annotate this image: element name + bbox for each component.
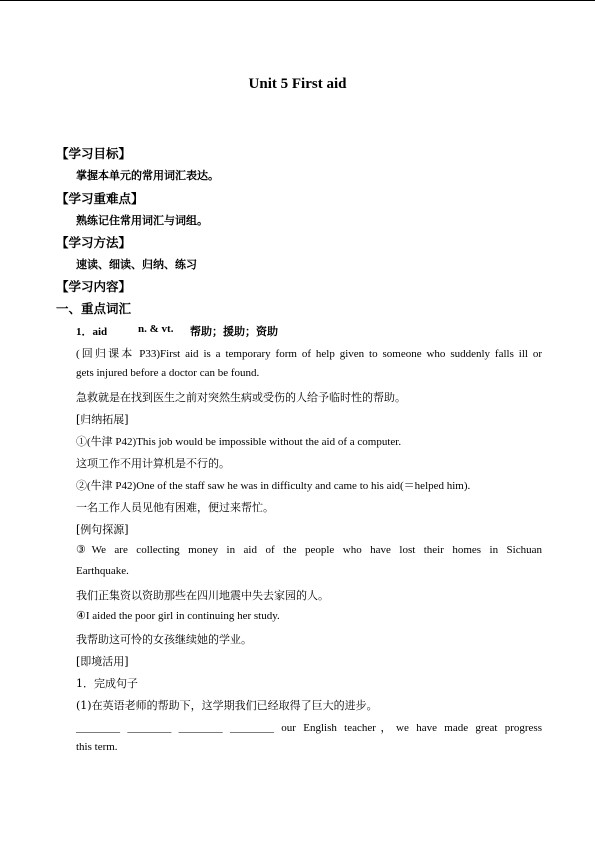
label-summary-extension: [归纳拓展] (76, 413, 129, 426)
textbook-sentence-line-2: gets injured before a doctor can be found. (76, 367, 260, 379)
heading-goals: 【学习目标】 (56, 146, 132, 161)
page-title: Unit 5 First aid (248, 76, 347, 92)
part-one-heading: 一、重点词汇 (56, 301, 132, 316)
example-3-line-2: Earthquake. (76, 565, 129, 577)
header-rule (0, 0, 595, 1)
example-1-translation: 这项工作不用计算机是不行的。 (76, 457, 230, 470)
label-practice: [即境活用] (76, 655, 129, 668)
vocab-entry-number: 1．aid (76, 326, 108, 338)
example-4-translation: 我帮助这可怜的女孩继续她的学业。 (76, 633, 252, 646)
example-2: ②(牛津 P42)One of the staff saw he was in difficulty and came to his aid(＝helped him). (76, 480, 471, 492)
vocab-entry-meaning: 帮助；援助；资助 (190, 325, 278, 338)
heading-content: 【学习内容】 (56, 279, 132, 294)
example-1: ①(牛津 P42)This job would be impossible without the aid of a computer. (76, 436, 402, 448)
methods-text: 速读、细读、归纳、练习 (76, 258, 197, 271)
textbook-sentence-translation: 急救就是在找到医生之前对突然生病或受伤的人给予临时性的帮助。 (76, 391, 406, 404)
exercise-1-prompt: (1)在英语老师的帮助下，这学期我们已经取得了巨大的进步。 (76, 699, 378, 712)
vocab-entry-pos: n. & vt. (138, 323, 174, 335)
exercise-1-line-end: this term. (76, 741, 118, 753)
example-3-line-1: ③We are collecting money in aid of the people who have lost their homes in Sichuan (76, 544, 542, 556)
heading-key-points: 【学习重难点】 (56, 191, 144, 206)
textbook-sentence-line-1: (回归课本 P33)First aid is a temporary form of help given to someone who suddenly falls ill or (76, 348, 542, 360)
example-3-translation: 我们正集资以资助那些在四川地震中失去家园的人。 (76, 589, 329, 602)
example-2-translation: 一名工作人员见他有困难，便过来帮忙。 (76, 501, 274, 514)
exercise-heading: 1．完成句子 (76, 677, 138, 690)
exercise-1-blank-line: ________ ________ ________ ________ our English teacher，we have made great progress (76, 722, 542, 734)
goals-text: 掌握本单元的常用词汇表达。 (76, 169, 219, 182)
example-4: ④I aided the poor girl in continuing her study. (76, 610, 280, 622)
heading-methods: 【学习方法】 (56, 235, 132, 250)
label-example-origins: [例句探源] (76, 523, 129, 536)
key-points-text: 熟练记住常用词汇与词组。 (76, 214, 208, 227)
